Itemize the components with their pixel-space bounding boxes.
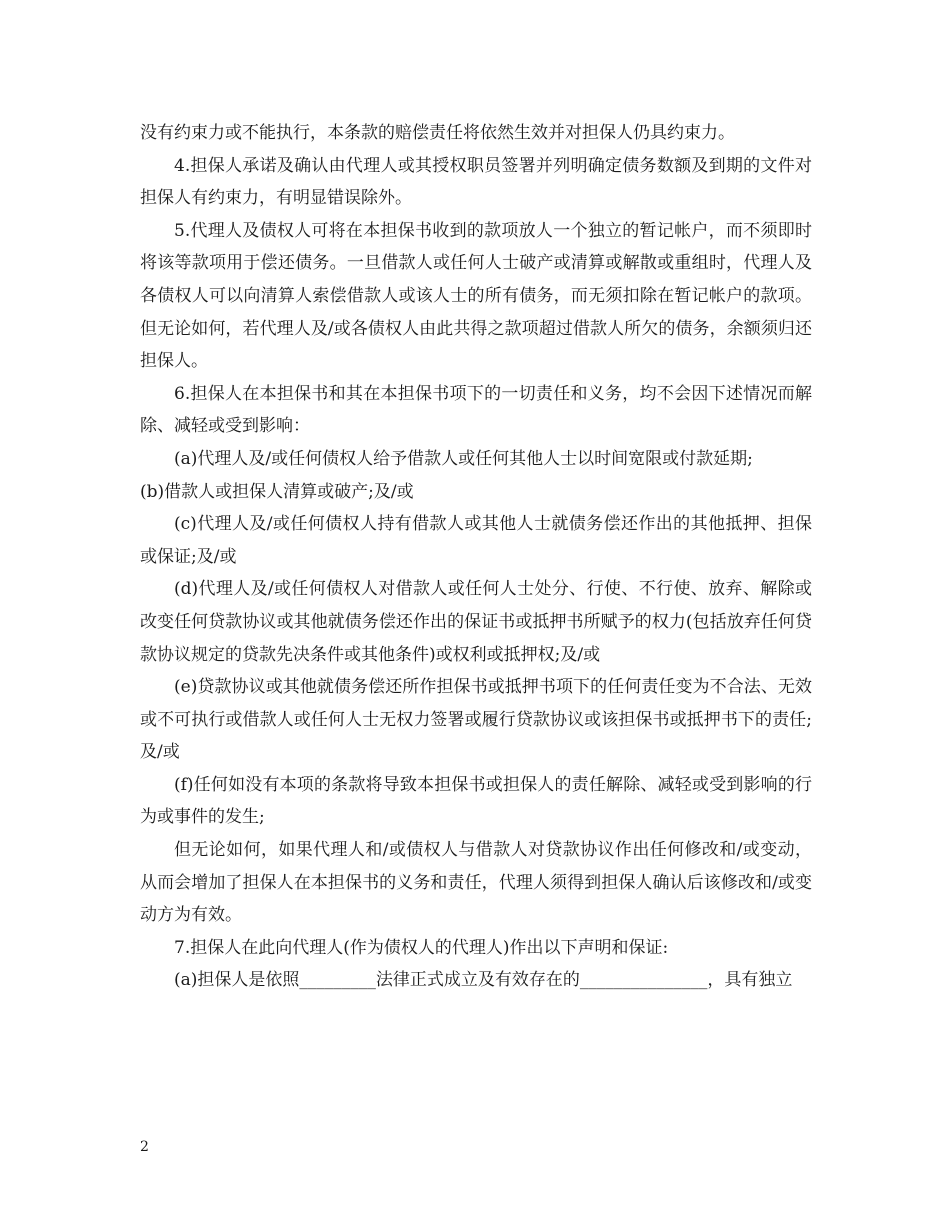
paragraph-clause-6e: (e)贷款协议或其他就债务偿还所作担保书或抵押书项下的任何责任变为不合法、无效或不可执行或借款人或任何人士无权力签署或履行贷款协议或该担保书或抵押书下的责任;及/或	[140, 677, 812, 763]
paragraph-proviso: 但无论如何，如果代理人和/或债权人与借款人对贷款协议作出任何修改和/或变动，从而会增加了担保人在本担保书的义务和责任，代理人须得到担保人确认后该修改和/或变动方为有效。	[140, 840, 812, 926]
paragraph-1: 没有约束力或不能执行，本条款的赔偿责任将依然生效并对担保人仍具约束力。	[140, 123, 735, 143]
paragraph-clause-6f: (f)任何如没有本项的条款将导致本担保书或担保人的责任解除、减轻或受到影响的行为或事件的发生;	[140, 774, 812, 828]
paragraph-clause-6d: (d)代理人及/或任何债权人对借款人或任何人士处分、行使、不行使、放弃、解除或改变任何贷款协议或其他就债务偿还作出的保证书或抵押书所赋予的权力(包括放弃任何贷款协议规定的贷款先决条件或其他条件)或权利或抵押权;及/或	[140, 579, 812, 665]
paragraph-clause-6: 6.担保人在本担保书和其在本担保书项下的一切责任和义务，均不会因下述情况而解除、减轻或受到影响：	[140, 383, 812, 437]
paragraph-clause-6a: (a)代理人及/或任何债权人给予借款人或任何其他人士以时间宽限或付款延期;	[174, 448, 753, 469]
document-page	[140, 117, 812, 997]
paragraph-clause-4: 4.担保人承诺及确认由代理人或其授权职员签署并列明确定债务数额及到期的文件对担保人有约束力，有明显错误除外。	[140, 155, 812, 209]
paragraph-clause-6c: (c)代理人及/或任何债权人持有借款人或其他人士就债务偿还作出的其他抵押、担保或保证;及/或	[140, 514, 812, 567]
paragraph-clause-6b: (b)借款人或担保人清算或破产;及/或	[140, 481, 414, 502]
paragraph-clause-7a: (a)担保人是依照_________法律正式成立及有效存在的_______________，具有独立	[174, 970, 793, 991]
paragraph-clause-7: 7.担保人在此向代理人(作为债权人的代理人)作出以下声明和保证:	[174, 937, 669, 958]
paragraph-clause-5: 5.代理人及债权人可将在本担保书收到的款项放人一个独立的暂记帐户，而不须即时将该等款项用于偿还债务。一旦借款人或任何人士破产或清算或解散或重组时，代理人及各债权人可以向清算人索偿借款人或该人士的所有债务，而无须扣除在暂记帐户的款项。但无论如何，若代理人及/或各债权人由此共得之款项超过借款人所欠的债务，余额须归还担保人。	[140, 220, 812, 372]
page-number: 2	[140, 1139, 149, 1155]
